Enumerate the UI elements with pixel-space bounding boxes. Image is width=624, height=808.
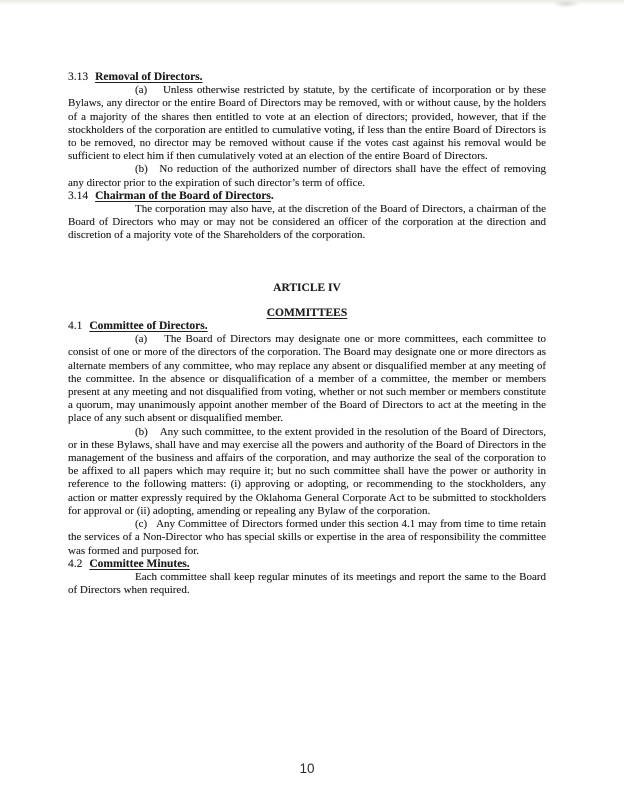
paragraph-3-13-a: (a) Unless otherwise restricted by statute, by the certificate of incorporation or by these Bylaws, any director or the entire Board of Directors may be removed, with or without cause, by the holders of a majority of the shares then entitled to vote at an election of directors; provided, however, that if the stockholders of the corporation are entitled to cumulative voting, if less than the entire Board of Directors is to be removed, no director may be removed without cause if the votes cast against his removal would be sufficient to elect him if then cumulatively voted at an election of the entire Board of Directors.: [68, 84, 546, 163]
section-number-4-1: 4.1: [68, 320, 83, 333]
section-number-3-13: 3.13: [68, 71, 89, 83]
article-iv-heading: [68, 282, 546, 295]
committees-heading-text: COMMITTEES: [266, 306, 348, 319]
paragraph-4-2: Each committee shall keep regular minutes of its meetings and report the same to the Board of Directors when required.: [68, 570, 546, 597]
paragraph-3-14: The corporation may also have, at the discretion of the Board of Directors, a chairman of the Board of Directors who may or may not be considered an officer of the corporation at the direction and discretion of a majority vote of the Shareholders of the corporation.: [68, 203, 546, 242]
section-title-3-13: Removal of Directors.: [95, 71, 203, 83]
paragraph-4-1-a: (a) The Board of Directors may designate one or more committees, each committee to consist of one or more of the directors of the corporation. The Board may designate one or more directors as alternate members of any committee, who may replace any absent or disqualified member at any meeting of the committee. In the absence or disqualification of a member of a committee, the member or members present at any meeting and not disqualified from voting, whether or not such member or members constitute a quorum, may unanimously appoint another member of the Board of Directors to act at the meeting in the place of any such absent or disqualified member.: [68, 333, 546, 425]
section-heading-3-14: [68, 190, 546, 203]
article-iv-heading-text: ARTICLE IV: [273, 281, 341, 294]
paragraph-4-1-c: (c) Any Committee of Directors formed under this section 4.1 may from time to time retain the services of a Non-Director who has special skills or expertise in the area of responsibility the committee was formed and purposed for.: [68, 518, 546, 557]
section-title-4-1: Committee of Directors.: [89, 320, 208, 333]
section-heading-3-13: [68, 71, 546, 84]
section-title-suffix-3-14: .: [270, 189, 274, 202]
section-number-4-2: 4.2: [68, 557, 83, 570]
page-number: 10: [299, 761, 315, 776]
paragraph-4-1-b: (b) Any such committee, to the extent provided in the resolution of the Board of Directors, or in these Bylaws, shall have and may exercise all the powers and authority of the Board of Directors in the management of the business and affairs of the corporation, and may authorize the seal of the corporation to be affixed to all papers which may require it; but no such committee shall have the power or authority in reference to the following matters: (i) approving or adopting, or recommending to the stockholders, any action or matter expressly required by the Oklahoma General Corporate Act to be submitted to stockholders for approval or (ii) adopting, amending or repealing any Bylaw of the corporation.: [68, 425, 546, 517]
section-title-3-14: Chairman of the Board of Directors: [95, 189, 271, 202]
section-heading-4-2: [68, 558, 546, 571]
committees-heading: [68, 307, 546, 320]
section-heading-4-1: [68, 320, 546, 333]
section-number-3-14: 3.14: [68, 189, 89, 202]
section-title-4-2: Committee Minutes.: [89, 557, 190, 570]
paragraph-3-13-b: (b) No reduction of the authorized number of directors shall have the effect of removing any director prior to the expiration of such director’s term of office.: [68, 163, 546, 189]
